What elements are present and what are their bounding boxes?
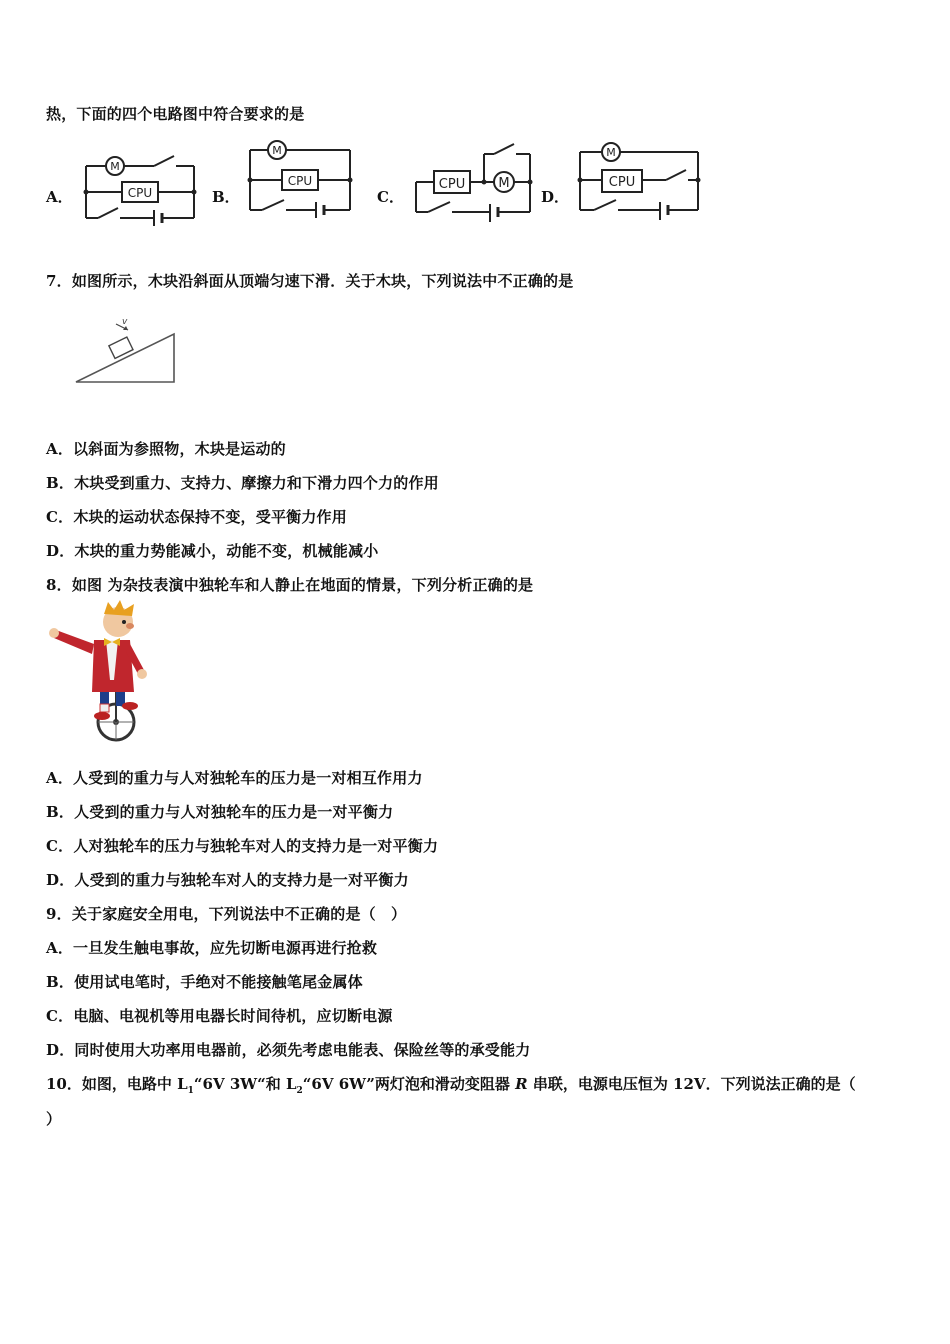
circuit-c-diagram bbox=[410, 142, 536, 230]
motor-label: M bbox=[272, 144, 282, 157]
cpu-label: CPU bbox=[287, 174, 313, 188]
q9-option-d: D．同时使用大功率用电器前，必须先考虑电能表、保险丝等的承受能力 bbox=[46, 1041, 531, 1059]
q7-option-c: C．木块的运动状态保持不变，受平衡力作用 bbox=[46, 508, 347, 526]
motor-label: M bbox=[110, 160, 120, 173]
q10-text-2: “6V 3W“和 L bbox=[193, 1075, 297, 1093]
circuit-d-diagram bbox=[574, 140, 704, 222]
q6-option-a-label: A． bbox=[46, 188, 73, 206]
cpu-label: CPU bbox=[438, 177, 466, 192]
q9-option-c: C．电脑、电视机等用电器长时间待机，应切断电源 bbox=[46, 1007, 393, 1025]
q6-option-b-label: B． bbox=[212, 188, 240, 206]
q7-option-d: D．木块的重力势能减小，动能不变，机械能减小 bbox=[46, 542, 379, 560]
incline-diagram bbox=[70, 316, 182, 388]
q10-stem-continued: ） bbox=[46, 1110, 62, 1128]
q10-stem bbox=[46, 1073, 856, 1096]
q10-text-1: 10．如图，电路中 L bbox=[46, 1075, 188, 1093]
q10-r-symbol: R bbox=[515, 1075, 528, 1093]
velocity-label: v bbox=[122, 317, 128, 327]
q6-stem: 热，下面的四个电路图中符合要求的是 bbox=[46, 105, 305, 123]
q8-option-b: B．人受到的重力与人对独轮车的压力是一对平衡力 bbox=[46, 803, 394, 821]
motor-label: M bbox=[498, 176, 510, 191]
q10-sub-1: 1 bbox=[187, 1086, 194, 1096]
q7-option-b: B．木块受到重力、支持力、摩擦力和下滑力四个力的作用 bbox=[46, 474, 439, 492]
circuit-b-diagram bbox=[244, 138, 356, 218]
q9-stem: 9．关于家庭安全用电，下列说法中不正确的是（ ） bbox=[46, 905, 407, 923]
circuit-a-diagram bbox=[80, 150, 200, 230]
q7-option-a: A．以斜面为参照物，木块是运动的 bbox=[46, 440, 286, 458]
q6-option-d-label: D． bbox=[541, 188, 570, 206]
q8-option-d: D．人受到的重力与独轮车对人的支持力是一对平衡力 bbox=[46, 871, 409, 889]
q8-stem: 8．如图 为杂技表演中独轮车和人静止在地面的情景，下列分析正确的是 bbox=[46, 576, 534, 594]
q8-option-c: C．人对独轮车的压力与独轮车对人的支持力是一对平衡力 bbox=[46, 837, 439, 855]
q8-option-a: A．人受到的重力与人对独轮车的压力是一对相互作用力 bbox=[46, 769, 423, 787]
unicycle-illustration bbox=[48, 600, 158, 746]
q7-stem: 7．如图所示，木块沿斜面从顶端匀速下滑．关于木块，下列说法中不正确的是 bbox=[46, 272, 574, 290]
q9-option-b: B．使用试电笔时，手绝对不能接触笔尾金属体 bbox=[46, 973, 363, 991]
cpu-label: CPU bbox=[127, 186, 153, 200]
q10-text-4: 串联，电源电压恒为 12V．下列说法正确的是（ bbox=[527, 1075, 856, 1093]
q6-option-c-label: C． bbox=[377, 188, 404, 206]
q10-sub-2: 2 bbox=[296, 1086, 303, 1096]
q9-option-a: A．一旦发生触电事故，应先切断电源再进行抢救 bbox=[46, 939, 378, 957]
q10-text-3: “6V 6W”两灯泡和滑动变阻器 bbox=[302, 1075, 516, 1093]
motor-label: M bbox=[606, 146, 616, 159]
cpu-label: CPU bbox=[608, 175, 636, 190]
